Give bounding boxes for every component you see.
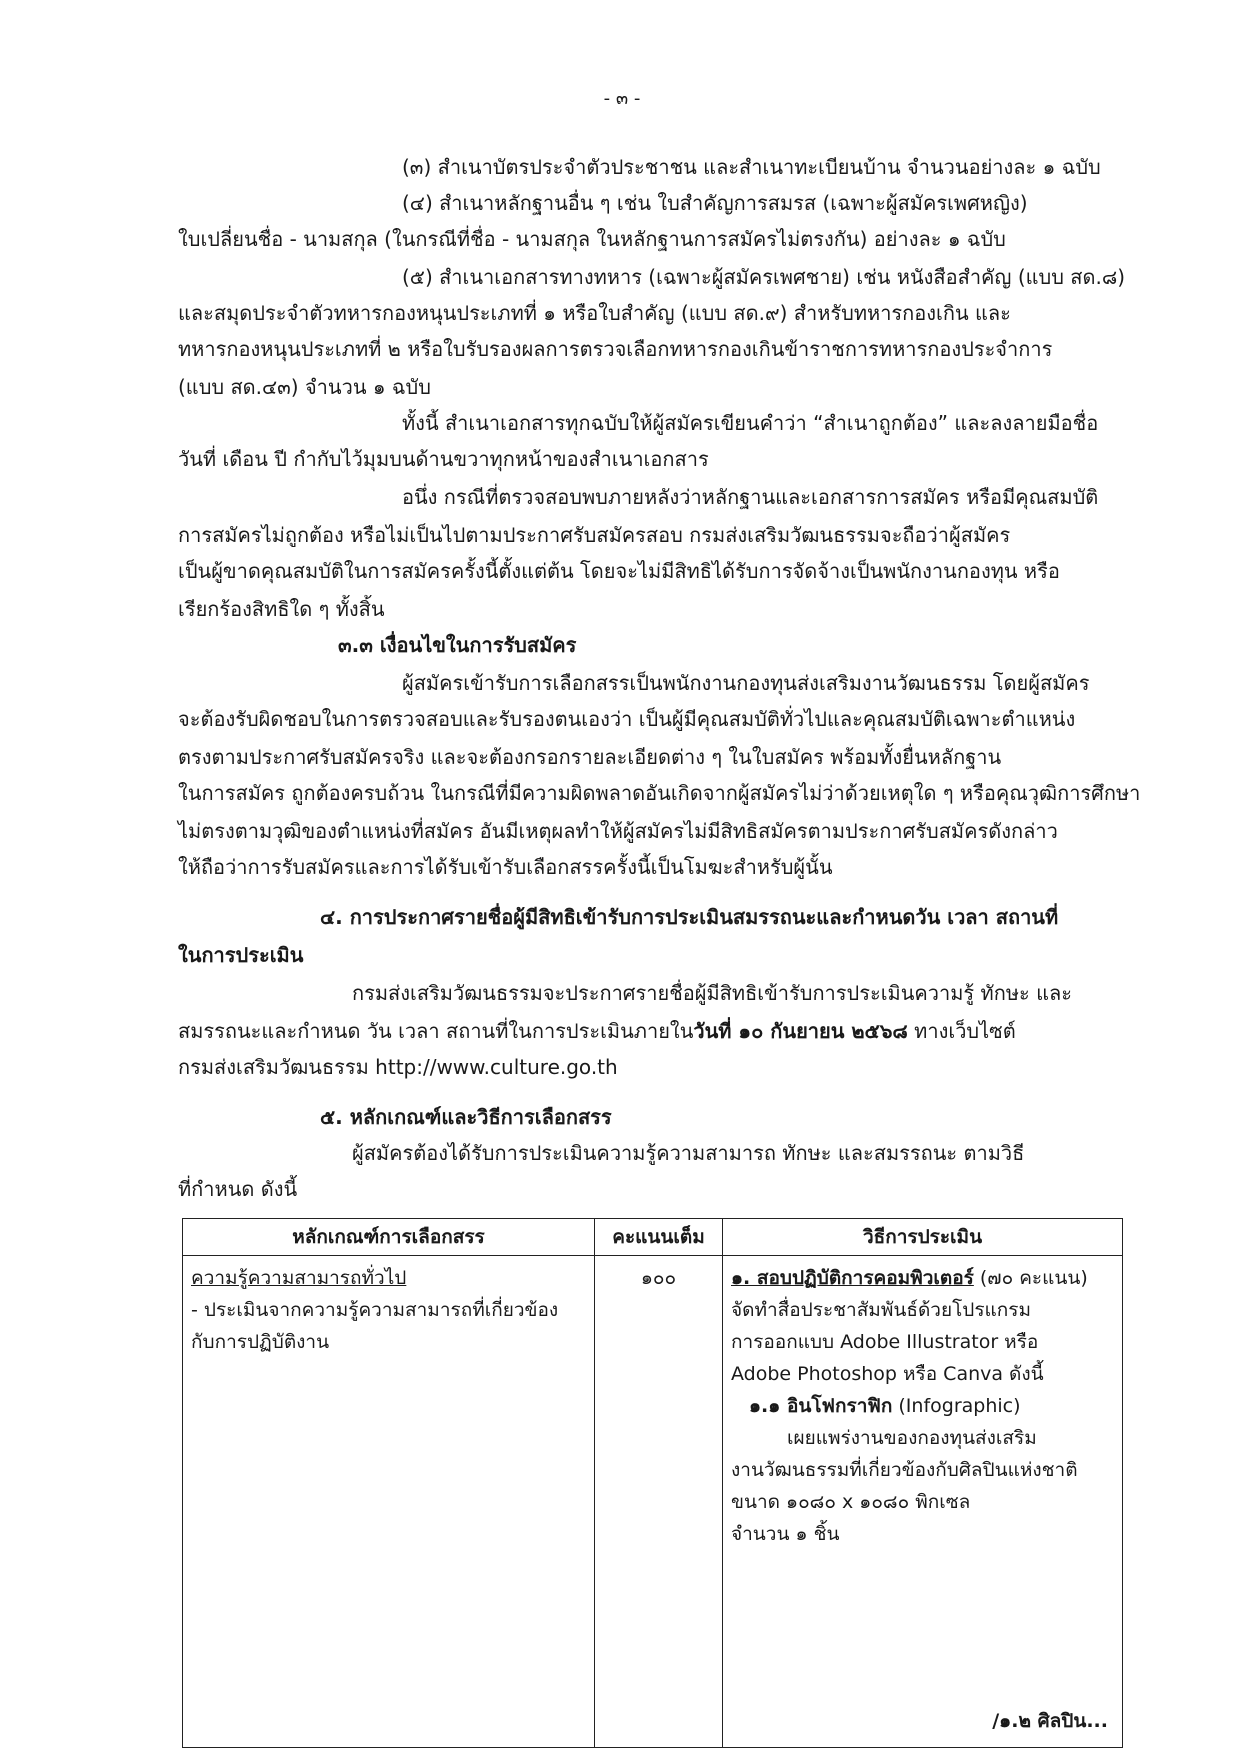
doc-line: ที่กำหนด ดังนี้ (178, 1177, 298, 1201)
method-line: การออกแบบ Adobe Illustrator หรือ (731, 1331, 1039, 1353)
doc-line: กรมส่งเสริมวัฒนธรรม http://www.culture.go.th (178, 1055, 618, 1079)
sub-item-bold: ๑.๑ อินโฟกราฟิก (749, 1395, 893, 1417)
header-full-score: คะแนนเต็ม (595, 1219, 723, 1256)
criteria-cell (183, 1256, 595, 1748)
method-title-bold: ๑. สอบปฏิบัติการคอมพิวเตอร์ (731, 1267, 974, 1289)
doc-line: ให้ถือว่าการรับสมัครและการได้รับเข้ารับเลือกสรรครั้งนี้เป็นโมฆะสำหรับผู้นั้น (178, 855, 833, 879)
method-line: Adobe Photoshop หรือ Canva ดังนี้ (731, 1363, 1044, 1385)
doc-line: (๕) สำเนาเอกสารทางทหาร (เฉพาะผู้สมัครเพศชาย) เช่น หนังสือสำคัญ (แบบ สด.๘) (402, 265, 1126, 289)
doc-line: เป็นผู้ขาดคุณสมบัติในการสมัครครั้งนี้ตั้งแต่ต้น โดยจะไม่มีสิทธิได้รับการจัดจ้างเป็นพนักงานกองทุน หรือ (178, 559, 1060, 583)
doc-line: เรียกร้องสิทธิใด ๆ ทั้งสิ้น (178, 597, 385, 621)
doc-line: กรมส่งเสริมวัฒนธรรมจะประกาศรายชื่อผู้มีสิทธิเข้ารับการประเมินความรู้ ทักษะ และ (352, 981, 1072, 1005)
section-heading: ๕. หลักเกณฑ์และวิธีการเลือกสรร (320, 1105, 612, 1129)
sub-item-line: เผยแพร่งานของกองทุนส่งเสริม (787, 1427, 1037, 1449)
doc-line: และสมุดประจำตัวทหารกองหนุนประเภทที่ ๑ หรือใบสำคัญ (แบบ สด.๙) สำหรับทหารกองเกิน และ (178, 301, 1011, 325)
doc-line: ผู้สมัครเข้ารับการเลือกสรรเป็นพนักงานกองทุนส่งเสริมงานวัฒนธรรม โดยผู้สมัคร (402, 671, 1090, 695)
criteria-table (182, 1218, 1123, 1748)
doc-line: ผู้สมัครต้องได้รับการประเมินความรู้ความสามารถ ทักษะ และสมรรถนะ ตามวิธี (352, 1141, 1025, 1165)
doc-text: สมรรถนะและกำหนด วัน เวลา สถานที่ในการประเมินภายใน (178, 1019, 694, 1043)
table-row (183, 1256, 1123, 1748)
announcement-date: วันที่ ๑๐ กันยายน ๒๕๖๘ (693, 1019, 908, 1043)
doc-line: ตรงตามประกาศรับสมัครจริง และจะต้องกรอกรายละเอียดต่าง ๆ ในใบสมัคร พร้อมทั้งยื่นหลักฐาน (178, 745, 1002, 769)
criteria-title: ความรู้ความสามารถทั่วไป (191, 1267, 407, 1289)
page-number: - ๓ - (603, 88, 641, 109)
doc-line: ในการสมัคร ถูกต้องครบถ้วน ในกรณีที่มีความผิดพลาดอันเกิดจากผู้สมัครไม่ว่าด้วยเหตุใด ๆ หรือคุณวุฒิการศึกษา (178, 781, 1141, 805)
section-heading: ๓.๓ เงื่อนไขในการรับสมัคร (338, 633, 577, 657)
section-heading-cont: ในการประเมิน (178, 943, 304, 967)
doc-line: (๓) สำเนาบัตรประจำตัวประชาชน และสำเนาทะเบียนบ้าน จำนวนอย่างละ ๑ ฉบับ (402, 155, 1101, 179)
full-score: ๑๐๐ (640, 1267, 677, 1289)
sub-item-rest: (Infographic) (892, 1395, 1021, 1417)
score-cell (595, 1256, 723, 1748)
criteria-detail: กับการปฏิบัติงาน (191, 1331, 330, 1353)
doc-line: ใบเปลี่ยนชื่อ - นามสกุล (ในกรณีที่ชื่อ - นามสกุล ในหลักฐานการสมัครไม่ตรงกัน) อย่างละ ๑ ฉบับ (178, 227, 1006, 251)
criteria-detail: - ประเมินจากความรู้ความสามารถที่เกี่ยวข้อง (191, 1299, 559, 1321)
method-cell (723, 1256, 1123, 1748)
doc-line: ไม่ตรงตามวุฒิของตำแหน่งที่สมัคร อันมีเหตุผลทำให้ผู้สมัครไม่มีสิทธิสมัครตามประกาศรับสมัครดังกล่าว (178, 819, 1058, 843)
sub-item-line: จำนวน ๑ ชิ้น (731, 1523, 840, 1545)
doc-line: ทั้งนี้ สำเนาเอกสารทุกฉบับให้ผู้สมัครเขียนคำว่า “สำเนาถูกต้อง” และลงลายมือชื่อ (402, 411, 1099, 435)
sub-item-title (731, 1390, 1114, 1422)
doc-line: วันที่ เดือน ปี กำกับไว้มุมบนด้านขวาทุกหน้าของสำเนาเอกสาร (178, 447, 709, 471)
method-title (731, 1262, 1114, 1294)
doc-line: การสมัครไม่ถูกต้อง หรือไม่เป็นไปตามประกาศรับสมัครสอบ กรมส่งเสริมวัฒนธรรมจะถือว่าผู้สมัคร (178, 523, 1011, 547)
doc-line: (๔) สำเนาหลักฐานอื่น ๆ เช่น ใบสำคัญการสมรส (เฉพาะผู้สมัครเพศหญิง) (402, 191, 1028, 215)
doc-line-with-date (178, 1018, 1016, 1044)
doc-line: ทหารกองหนุนประเภทที่ ๒ หรือใบรับรองผลการตรวจเลือกทหารกองเกินข้าราชการทหารกองประจำการ (178, 337, 1053, 361)
method-points: (๗๐ คะแนน) (973, 1267, 1088, 1289)
doc-line: จะต้องรับผิดชอบในการตรวจสอบและรับรองตนเองว่า เป็นผู้มีคุณสมบัติทั่วไปและคุณสมบัติเฉพาะตำแหน่ง (178, 707, 1076, 731)
section-heading: ๔. การประกาศรายชื่อผู้มีสิทธิเข้ารับการประเมินสมรรถนะและกำหนดวัน เวลา สถานที่ (320, 905, 1059, 929)
method-line: จัดทำสื่อประชาสัมพันธ์ด้วยโปรแกรม (731, 1299, 1032, 1321)
doc-text: ทางเว็บไซต์ (907, 1019, 1016, 1043)
table-header-row (183, 1219, 1123, 1256)
doc-line: (แบบ สด.๔๓) จำนวน ๑ ฉบับ (178, 375, 431, 399)
header-criteria: หลักเกณฑ์การเลือกสรร (183, 1219, 595, 1256)
header-method: วิธีการประเมิน (723, 1219, 1123, 1256)
sub-item-line: งานวัฒนธรรมที่เกี่ยวข้องกับศิลปินแห่งชาติ (731, 1459, 1078, 1481)
sub-item-line: ขนาด ๑๐๘๐ x ๑๐๘๐ พิกเซล (731, 1491, 971, 1513)
continued-marker: /๑.๒ ศิลปิน... (992, 1710, 1108, 1732)
doc-line: อนึ่ง กรณีที่ตรวจสอบพบภายหลังว่าหลักฐานและเอกสารการสมัคร หรือมีคุณสมบัติ (402, 485, 1099, 509)
